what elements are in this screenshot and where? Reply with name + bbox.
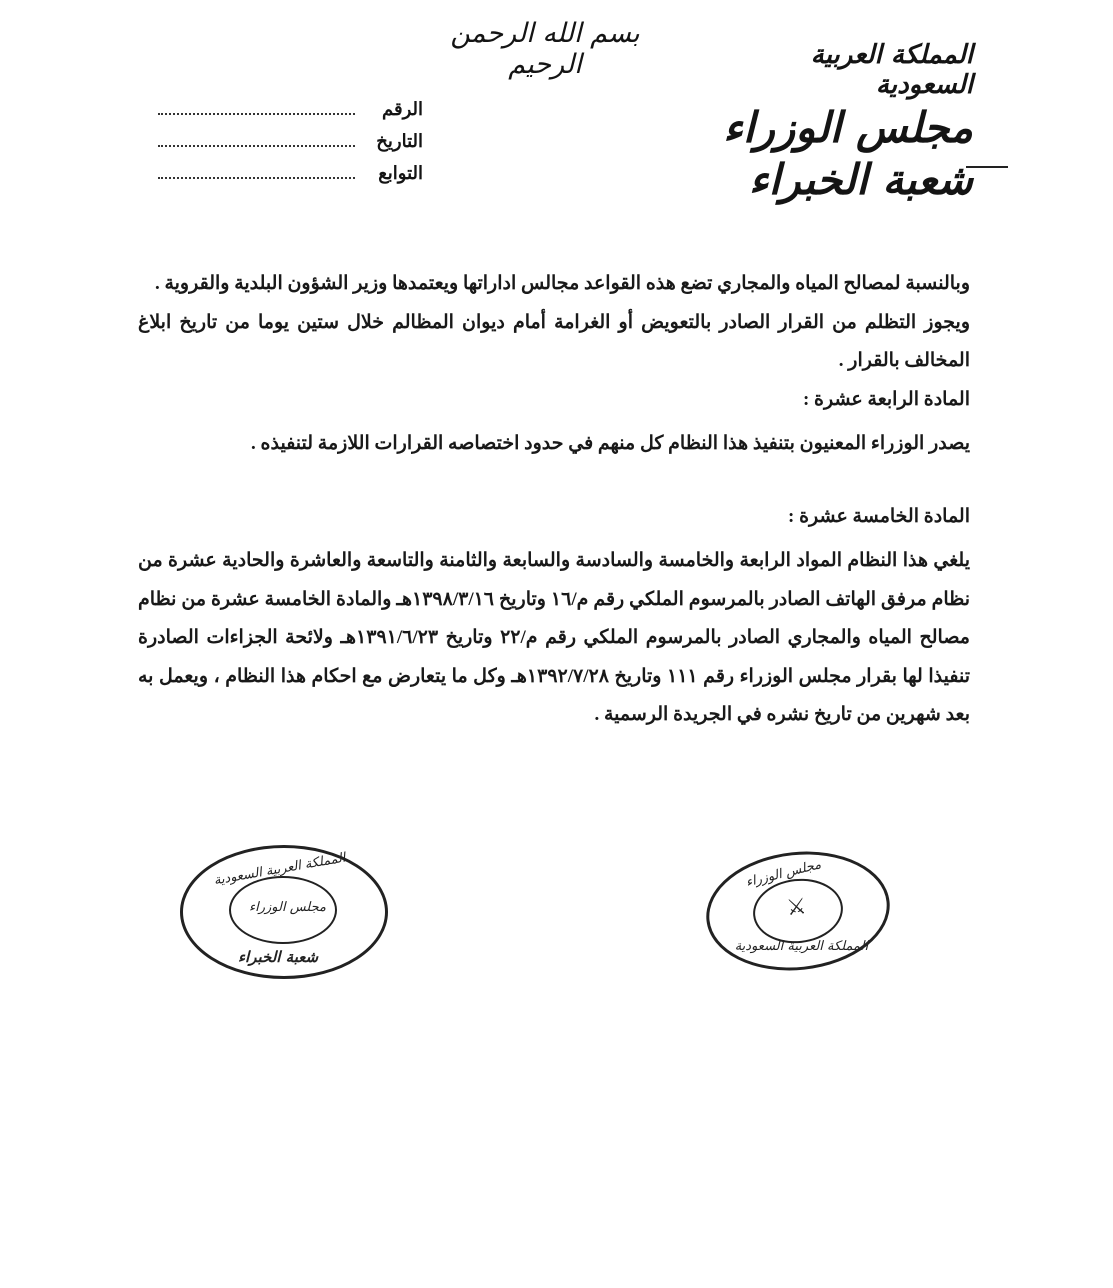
attachments-label: التوابع	[378, 163, 423, 184]
article-14-heading: المادة الرابعة عشرة :	[802, 388, 970, 410]
letterhead-kingdom: المملكة العربية السعودية	[810, 40, 973, 100]
date-field	[158, 120, 423, 152]
reference-fields	[158, 88, 423, 184]
number-label: الرقم	[381, 99, 423, 120]
right-seal-middle-text: المملكة العربية السعودية	[734, 938, 869, 954]
left-seal-outer-text: المملكة العربية السعودية	[212, 850, 347, 889]
attachments-dotted-line	[158, 176, 355, 179]
paragraph-grievance: ويجوز التظلم من القرار الصادر بالتعويض أو الغرامة أمام ديوان المظالم خلال ستين يوما من تاريخ ابلاغ المخالف بالقرار .	[138, 311, 970, 371]
letterhead-division: شعبة الخبراء	[748, 155, 973, 204]
article-14-text: يصدر الوزراء المعنيون بتنفيذ هذا النظام كل منهم في حدود اختصاصه القرارات اللازمة لتنفيذه .	[251, 433, 970, 454]
left-official-seal	[180, 845, 388, 979]
right-seal-outer-text: مجلس الوزراء	[744, 857, 823, 891]
basmala: بسم الله الرحمن الرحيم	[450, 18, 640, 80]
date-label: التاريخ	[376, 131, 423, 152]
left-seal-bottom-text: شعبة الخبراء	[238, 948, 319, 966]
article-15-text: يلغي هذا النظام المواد الرابعة والخامسة والسادسة والسابعة والثامنة والتاسعة والعاشرة والحادية عشرة من نظام مرفق الهاتف الصادر بالمرسوم الملكي رقم م/١٦ وتاريخ ١٣٩٨/٣/١٦هـ والمادة الخامسة عشرة من نظام مصالح المياه والمجاري الصادر بالمرسوم الملكي رقم م/٢٢ وتاريخ ١٣٩١/٦/٢٣هـ ولائحة الجزاءات الصادرة تنفيذا لها بقرار مجلس الوزراء رقم ١١١ وتاريخ ١٣٩٢/٧/٢٨هـ وكل ما يتعارض مع احكام هذا النظام ، ويعمل به بعد شهرين من تاريخ نشره في الجريدة الرسمية .	[138, 550, 970, 725]
letterhead-underline	[966, 166, 1008, 168]
article-15-heading: المادة الخامسة عشرة :	[788, 505, 970, 527]
palm-swords-emblem-icon: ⚔	[785, 894, 808, 922]
paragraph-water-rules: وبالنسبة لمصالح المياه والمجاري تضع هذه القواعد مجالس اداراتها ويعتمدها وزير الشؤون البلدية والقروية .	[154, 273, 970, 294]
date-dotted-line	[158, 144, 355, 147]
number-dotted-line	[158, 112, 355, 115]
document-body	[138, 265, 970, 735]
letterhead-council: مجلس الوزراء	[723, 103, 973, 152]
letterhead	[713, 40, 973, 206]
left-seal-middle-text: مجلس الوزراء	[249, 900, 326, 915]
attachments-field	[158, 152, 423, 184]
number-field	[158, 88, 423, 120]
right-official-seal	[700, 843, 895, 980]
